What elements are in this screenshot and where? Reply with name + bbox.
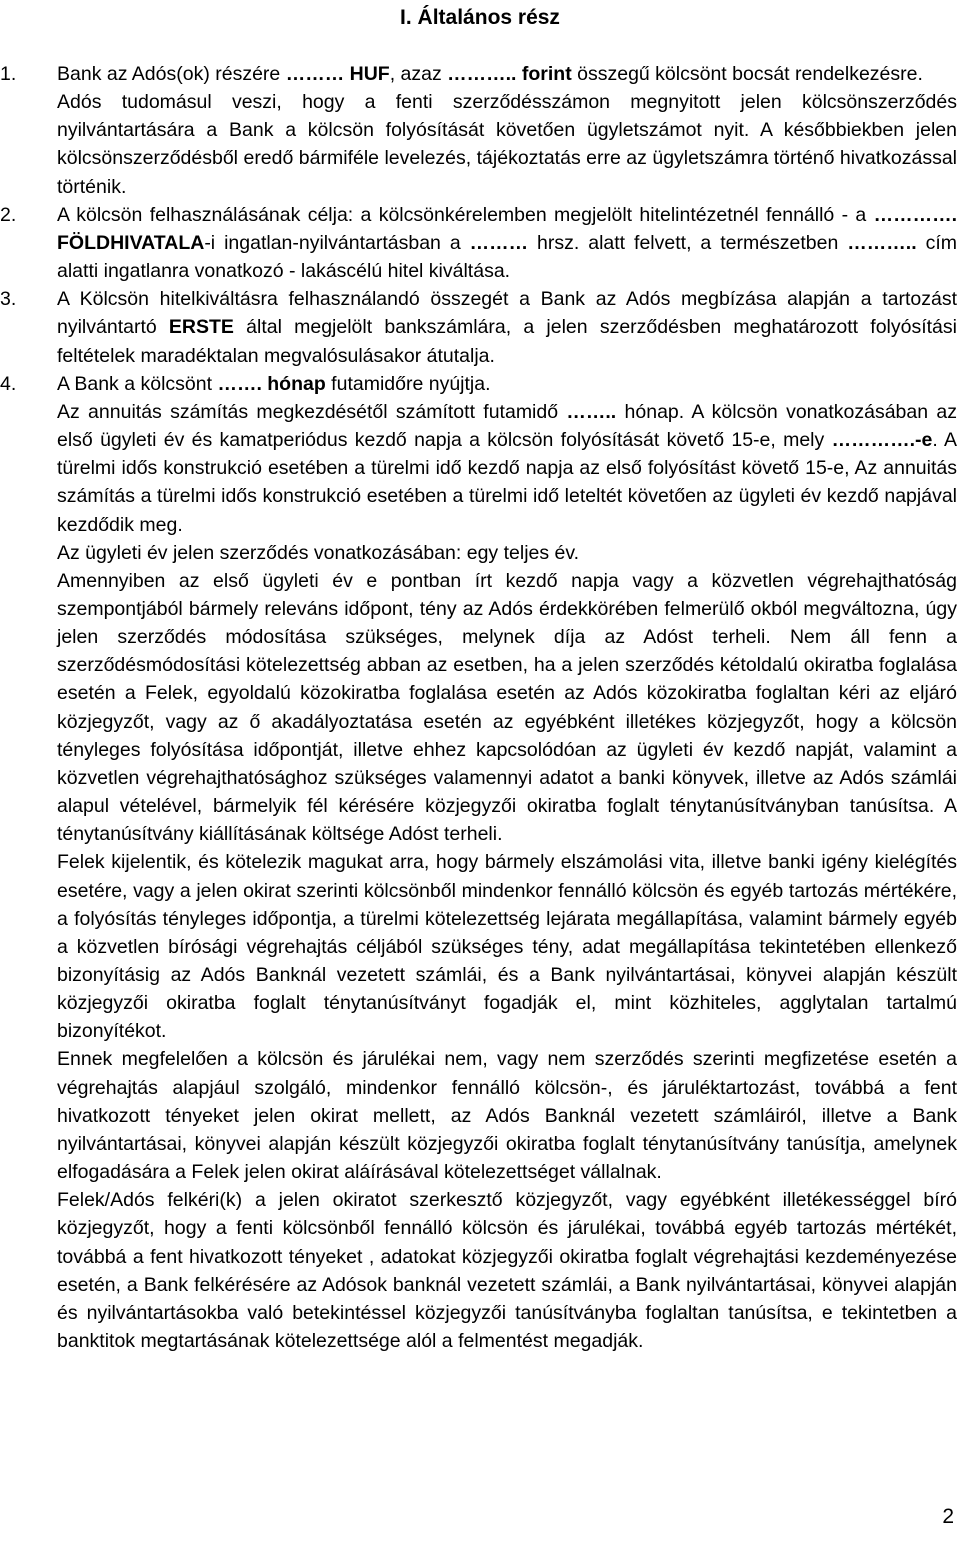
text-run: , azaz [389,63,448,85]
text-run: -i ingatlan-nyilvántartásban a [204,231,470,254]
clause-number: 4. [0,372,17,395]
clause-4-paragraph-2 [57,398,957,539]
text-run: . A türelmi idős konstrukció esetében a türelmi idő kezdő napja az első folyósítást követő 15-e, Az annuitás számítás a türelmi idős konstrukció esetében a türelmi idő leteltét követően az ügyleti év kezdő napjával kezdődik meg. [57,429,957,536]
term-months-blank: ……. hónap [217,372,326,395]
amount-blank-words: ……….. forint [447,63,572,85]
clause-1-paragraph-2: Adós tudomásul veszi, hogy a fenti szerződésszámon megnyitott jelen kölcsönszerződés nyilvántartására a Bank a kölcsön folyósítását követően ügyletszámot nyit. A későbbiekben jelen kölcsönszerződésből eredő bármiféle levelezés, tájékoztatás erre az ügyletszámra történő hivatkozással történik. [57,91,957,198]
text-run: A Kölcsön hitelkiváltásra felhasználandó összegét a Bank az Adós megbízása alapján a tartozást nyilvántartó [57,288,957,339]
clause-4-paragraph-1 [57,370,957,398]
clause-3 [0,285,960,369]
text-run: összegű kölcsönt bocsát rendelkezésre. [571,63,923,85]
clause-number: 3. [0,288,17,311]
clause-4-paragraph-3: Az ügyleti év jelen szerződés vonatkozásában: egy teljes év. [57,541,580,564]
clause-1 [0,60,960,201]
clause-4-paragraph-4: Amennyiben az első ügyleti év e pontban írt kezdő napja vagy a közvetlen végrehajthatóság szempontjából bármely releváns időpont, tény az Adós érdekkörében felmerülő okból megváltozna, úgy jelen szerződés módosítása szükséges, melynek díja az Adóst terheli. Nem áll fenn a szerződésmódosítási kötelezettség abban az esetben, ha a jelen szerződés kétoldalú okiratba foglalása esetén a Felek, egyoldalú közokiratba foglalása esetén az Adós közokiratba foglaltan kéri az eljáró közjegyzőt, vagy az ő akadályoztatása esetén az egyébként illetékes közjegyzőt, hogy a kölcsön tényleges folyósítása időpontját, illetve ehhez kapcsolódóan az ügyleti év kezdő napját, valamint a közvetlen végrehajthatósághoz szükséges valamennyi adatot a banki könyvek, illetve az Adós számlái alapul vételével, bármelyik fél kérésére közjegyzői okiratba foglalt ténytanúsítványban tanúsítsa. A ténytanúsítvány kiállításának költsége Adóst terheli. [57,569,957,846]
address-blank: ……….. [847,231,917,254]
text-run: Az annuitás számítás megkezdésétől számított futamidő [57,400,567,423]
text-run: A Bank a kölcsönt [57,372,218,395]
clause-4-paragraph-7: Felek/Adós felkéri(k) a jelen okiratot szerkesztő közjegyzőt, vagy egyébként illetékességgel bíró közjegyzőt, hogy a fenti kölcsönből fennálló kölcsön és járulékai, továbbá egyéb tartozás mértékét, továbbá a fent hivatkozott tényeket , adatokat közjegyzői okiratba foglalt végrehajtási kezdeményezése esetén, a Bank felkérésére az Adósok banknál vezetett számlái, a Bank nyilvántartásai, könyvei alapján és nyilvántartásokba való betekintéssel közjegyzői tanúsítványba foglaltan tanúsítsa, e tekintetben a banktitok megtartásának kötelezettsége alól a felmentést megadják. [57,1189,957,1353]
bank-name: ERSTE [168,316,234,339]
text-run: hónap. A kölcsön vonatkozásában az első ügyleti év és kamatperiódus kezdő napja a kölcsön folyósítását követő 15-e, mely [57,400,957,452]
text-run: által megjelölt bankszámlára, a jelen szerződésben meghatározott folyósítási feltételek maradéktalan megvalósulásakor átutalja. [57,316,957,367]
text-run: cím alatti ingatlanra vonatkozó - lakáscélú hitel kiváltása. [57,231,957,283]
clause-3-paragraph [57,285,957,369]
page-number: 2 [942,1505,954,1528]
parcel-number-blank: ……… [469,231,529,254]
text-run: Bank az Adós(ok) részére [57,63,286,85]
text-run: hrsz. alatt felvett, a természetben [528,231,848,254]
clause-1-paragraph-1 [57,60,957,88]
clause-number: 2. [0,203,17,226]
clause-4-paragraph-5: Felek kijelentik, és kötelezik magukat arra, hogy bármely elszámolási vita, illetve banki igény kielégítés esetére, vagy a jelen okirat szerinti kölcsönből mindenkor fennálló kölcsön és egyéb tartozás mértékére, a folyósítás tényleges időpontja, a türelmi kötelezettség lejárata megállapítása, valamint bármely egyéb a közvetlen bírósági végrehajtás céljából szükséges tény, adat megállapítása tekintetében ellenkező bizonyításig az Adós Banknál vezetett számlái, és a Bank nyilvántartásai, könyvei alapján készült közjegyzői okiratba foglalt ténytanúsítványt fogadják el, mint közhiteles, agglytalan tartalmú bizonyítékot. [57,851,957,1043]
text-run: futamidőre nyújtja. [325,372,491,395]
start-date-blank: ………….-e [831,429,933,452]
document-body [0,60,960,1355]
text-run: A kölcsön felhasználásának célja: a kölcsönkérelemben megjelölt hitelintézetnél fennálló - a [57,203,874,226]
annuity-term-blank: …….. [566,400,617,423]
section-title: I. Általános rész [400,6,560,29]
clause-4-paragraph-6: Ennek megfelelően a kölcsön és járulékai nem, vagy nem szerződés szerinti megfizetése esetén a végrehajtás alapjául szolgáló, mindenkor fennálló kölcsön-, és járuléktartozást, továbbá a fent hivatkozott tényeket jelen okirat mellett, az Adós Banknál vezetett számláiról, illetve a Bank nyilvántartásai, könyvei alapján készült közjegyzői okiratba foglalt ténytanúsítvány tanúsítja, amelynek elfogadására a Felek jelen okirat aláírásával kötelezettséget vállalnak. [57,1048,957,1184]
land-registry-blank: …………. FÖLDHIVATALA [57,203,957,254]
clause-2 [0,201,960,285]
clause-number: 1. [0,63,17,85]
clause-4 [0,370,960,1355]
clause-2-paragraph [57,201,957,285]
amount-blank-huf: ……… HUF [285,63,390,85]
